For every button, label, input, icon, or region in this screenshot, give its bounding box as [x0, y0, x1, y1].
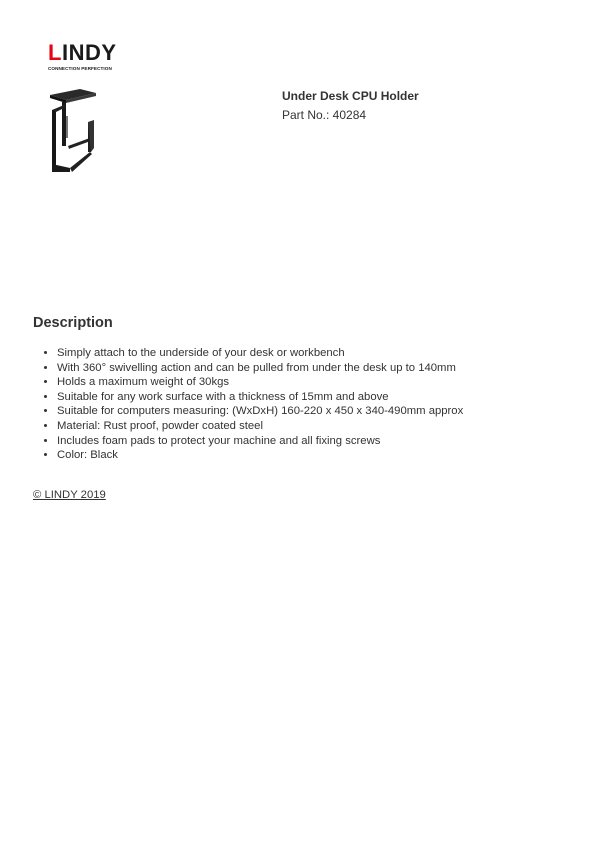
list-item: • Suitable for computers measuring: (WxDxH) 160-220 x 450 x 340-490mm approx — [57, 404, 463, 419]
brand-logo — [48, 42, 134, 72]
logo-l-mark: L — [48, 40, 62, 65]
logo-tagline: CONNECTION PERFECTION — [48, 66, 112, 71]
feature-list — [40, 346, 463, 463]
list-item: • With 360° swivelling action and can be pulled from under the desk up to 140mm — [57, 361, 463, 376]
list-item: • Simply attach to the underside of your desk or workbench — [57, 346, 463, 361]
part-number: Part No.: 40284 — [282, 108, 367, 122]
list-item: • Includes foam pads to protect your machine and all fixing screws — [57, 434, 463, 449]
list-item: • Suitable for any work surface with a thickness of 15mm and above — [57, 390, 463, 405]
list-item: • Holds a maximum weight of 30kgs — [57, 375, 463, 390]
copyright-link[interactable]: © LINDY 2019 — [33, 489, 106, 501]
list-item: • Color: Black — [57, 448, 463, 463]
logo-rest: INDY — [61, 40, 117, 65]
description-heading: Description — [33, 315, 113, 331]
product-title: Under Desk CPU Holder — [282, 89, 419, 103]
list-item: • Material: Rust proof, powder coated steel — [57, 419, 463, 434]
cpu-holder-bracket-icon — [44, 86, 100, 174]
logo-wordmark — [48, 42, 134, 64]
